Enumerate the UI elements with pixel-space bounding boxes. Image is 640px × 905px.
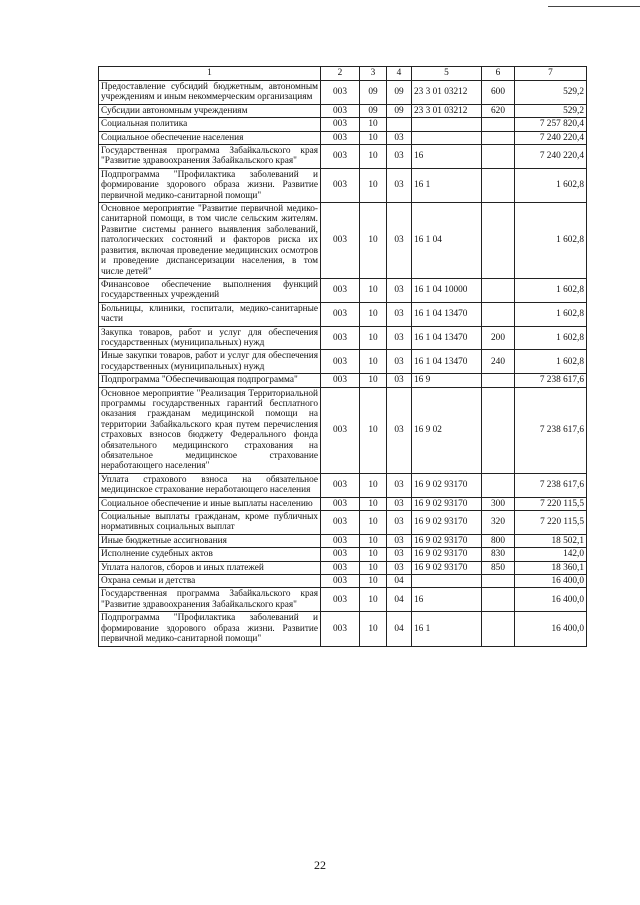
table-row [99, 612, 587, 646]
expense-type-code [482, 145, 515, 169]
row-name: Уплата страхового взноса на обязательное медицинское страхование неработающего населения [99, 473, 321, 497]
table-row [99, 203, 587, 279]
target-article-code: 16 [412, 145, 482, 169]
amount: 1 602,8 [515, 302, 587, 326]
admin-code: 003 [321, 326, 360, 350]
admin-code: 003 [321, 278, 360, 302]
row-name: Охрана семьи и детства [99, 575, 321, 588]
section-code: 10 [360, 278, 387, 302]
target-article-code: 16 9 02 93170 [412, 561, 482, 574]
section-code: 10 [360, 326, 387, 350]
table-row [99, 575, 587, 588]
admin-code: 003 [321, 612, 360, 646]
section-code: 10 [360, 145, 387, 169]
table-row [99, 588, 587, 612]
section-code: 10 [360, 350, 387, 374]
target-article-code: 16 1 [412, 168, 482, 202]
expense-type-code: 600 [482, 81, 515, 105]
admin-code: 003 [321, 118, 360, 131]
amount: 529,2 [515, 81, 587, 105]
amount: 1 602,8 [515, 168, 587, 202]
subsection-code: 03 [387, 497, 412, 510]
amount: 7 238 617,6 [515, 473, 587, 497]
section-code: 10 [360, 473, 387, 497]
table-row [99, 548, 587, 561]
table-row [99, 350, 587, 374]
subsection-code: 03 [387, 168, 412, 202]
amount: 529,2 [515, 104, 587, 117]
section-code: 10 [360, 203, 387, 279]
section-code: 10 [360, 302, 387, 326]
amount: 7 240 220,4 [515, 131, 587, 144]
header-cell-2: 2 [321, 67, 360, 81]
table-row [99, 511, 587, 535]
target-article-code: 16 9 02 93170 [412, 473, 482, 497]
admin-code: 003 [321, 81, 360, 105]
admin-code: 003 [321, 168, 360, 202]
target-article-code: 16 9 02 93170 [412, 497, 482, 510]
table-row [99, 131, 587, 144]
expense-type-code: 830 [482, 548, 515, 561]
subsection-code: 03 [387, 374, 412, 387]
subsection-code [387, 118, 412, 131]
expense-type-code [482, 473, 515, 497]
row-name: Социальное обеспечение населения [99, 131, 321, 144]
row-name: Предоставление субсидий бюджетным, автономным учреждениям и иным некоммерческим организациям [99, 81, 321, 105]
expense-type-code: 620 [482, 104, 515, 117]
amount: 7 220 115,5 [515, 511, 587, 535]
row-name: Уплата налогов, сборов и иных платежей [99, 561, 321, 574]
row-name: Социальная политика [99, 118, 321, 131]
table-row [99, 278, 587, 302]
table-row [99, 387, 587, 473]
subsection-code: 03 [387, 548, 412, 561]
target-article-code: 23 3 01 03212 [412, 81, 482, 105]
table-row [99, 104, 587, 117]
target-article-code: 23 3 01 03212 [412, 104, 482, 117]
subsection-code: 03 [387, 387, 412, 473]
amount: 16 400,0 [515, 588, 587, 612]
admin-code: 003 [321, 548, 360, 561]
row-name: Иные закупки товаров, работ и услуг для обеспечения государственных (муниципальных) нужд [99, 350, 321, 374]
target-article-code: 16 1 04 13470 [412, 350, 482, 374]
header-cell-7: 7 [515, 67, 587, 81]
admin-code: 003 [321, 511, 360, 535]
admin-code: 003 [321, 387, 360, 473]
section-code: 10 [360, 497, 387, 510]
admin-code: 003 [321, 473, 360, 497]
row-name: Социальные выплаты гражданам, кроме публичных нормативных социальных выплат [99, 511, 321, 535]
row-name: Финансовое обеспечение выполнения функций государственных учреждений [99, 278, 321, 302]
admin-code: 003 [321, 350, 360, 374]
table-row [99, 118, 587, 131]
table-row [99, 168, 587, 202]
target-article-code: 16 9 02 93170 [412, 511, 482, 535]
row-name: Субсидии автономным учреждениям [99, 104, 321, 117]
section-code: 10 [360, 548, 387, 561]
table-row [99, 326, 587, 350]
subsection-code: 03 [387, 350, 412, 374]
table-row [99, 81, 587, 105]
section-code: 10 [360, 575, 387, 588]
section-code: 10 [360, 387, 387, 473]
target-article-code: 16 1 04 13470 [412, 302, 482, 326]
target-article-code [412, 131, 482, 144]
table-row [99, 534, 587, 547]
target-article-code: 16 [412, 588, 482, 612]
admin-code: 003 [321, 374, 360, 387]
subsection-code: 03 [387, 511, 412, 535]
top-rule [548, 6, 640, 7]
amount: 1 602,8 [515, 326, 587, 350]
target-article-code: 16 1 04 13470 [412, 326, 482, 350]
row-name: Основное мероприятие "Реализация Территориальной программы государственных гарантий бесплатного оказания гражданам медицинской помощи на территории Забайкальского края путем перечисления страховых взносов бюджету Федерального фонда обязательного медицинского страхования на обязательное медицинское страхование неработающего населения" [99, 387, 321, 473]
target-article-code: 16 9 02 [412, 387, 482, 473]
subsection-code: 03 [387, 302, 412, 326]
target-article-code: 16 9 02 93170 [412, 534, 482, 547]
admin-code: 003 [321, 534, 360, 547]
expense-type-code [482, 203, 515, 279]
amount: 18 502,1 [515, 534, 587, 547]
expense-type-code [482, 168, 515, 202]
section-code: 10 [360, 118, 387, 131]
section-code: 10 [360, 534, 387, 547]
subsection-code: 03 [387, 561, 412, 574]
section-code: 10 [360, 612, 387, 646]
target-article-code: 16 1 [412, 612, 482, 646]
header-row [99, 67, 587, 81]
expense-type-code: 850 [482, 561, 515, 574]
target-article-code: 16 1 04 10000 [412, 278, 482, 302]
page-number: 22 [314, 858, 326, 872]
table-row [99, 473, 587, 497]
expense-type-code: 240 [482, 350, 515, 374]
subsection-code: 03 [387, 278, 412, 302]
row-name: Больницы, клиники, госпитали, медико-санитарные части [99, 302, 321, 326]
row-name: Подпрограмма "Профилактика заболеваний и формирование здорового образа жизни. Развитие первичной медико-санитарной помощи" [99, 612, 321, 646]
header-cell-4: 4 [387, 67, 412, 81]
table-row [99, 145, 587, 169]
subsection-code: 09 [387, 104, 412, 117]
row-name: Подпрограмма "Обеспечивающая подпрограмма" [99, 374, 321, 387]
subsection-code: 03 [387, 534, 412, 547]
table-row [99, 497, 587, 510]
admin-code: 003 [321, 104, 360, 117]
row-name: Закупка товаров, работ и услуг для обеспечения государственных (муниципальных) нужд [99, 326, 321, 350]
amount: 7 238 617,6 [515, 387, 587, 473]
expense-type-code [482, 387, 515, 473]
amount: 1 602,8 [515, 350, 587, 374]
amount: 1 602,8 [515, 278, 587, 302]
target-article-code: 16 9 02 93170 [412, 548, 482, 561]
expense-type-code: 200 [482, 326, 515, 350]
header-cell-6: 6 [482, 67, 515, 81]
target-article-code [412, 118, 482, 131]
admin-code: 003 [321, 145, 360, 169]
amount: 7 240 220,4 [515, 145, 587, 169]
expense-type-code: 320 [482, 511, 515, 535]
amount: 7 257 820,4 [515, 118, 587, 131]
amount: 1 602,8 [515, 203, 587, 279]
expense-type-code: 300 [482, 497, 515, 510]
admin-code: 003 [321, 203, 360, 279]
row-name: Подпрограмма "Профилактика заболеваний и формирование здорового образа жизни. Развитие первичной медико-санитарной помощи" [99, 168, 321, 202]
subsection-code: 04 [387, 588, 412, 612]
admin-code: 003 [321, 302, 360, 326]
admin-code: 003 [321, 497, 360, 510]
subsection-code: 03 [387, 203, 412, 279]
row-name: Исполнение судебных актов [99, 548, 321, 561]
section-code: 10 [360, 131, 387, 144]
expense-type-code [482, 588, 515, 612]
section-code: 10 [360, 168, 387, 202]
section-code: 10 [360, 511, 387, 535]
section-code: 10 [360, 588, 387, 612]
expense-type-code [482, 131, 515, 144]
expense-type-code [482, 118, 515, 131]
amount: 142,0 [515, 548, 587, 561]
header-cell-3: 3 [360, 67, 387, 81]
subsection-code: 04 [387, 575, 412, 588]
amount: 7 220 115,5 [515, 497, 587, 510]
admin-code: 003 [321, 561, 360, 574]
row-name: Иные бюджетные ассигнования [99, 534, 321, 547]
section-code: 10 [360, 561, 387, 574]
expense-type-code [482, 278, 515, 302]
section-code: 10 [360, 374, 387, 387]
table-row [99, 561, 587, 574]
row-name: Основное мероприятие "Развитие первичной медико-санитарной помощи, в том числе сельским жителям. Развитие системы раннего выявления заболеваний, патологических состояний и факторов риска их развития, включая проведение медицинских осмотров и проведение диспансеризации населения, в том числе детей" [99, 203, 321, 279]
amount: 16 400,0 [515, 612, 587, 646]
admin-code: 003 [321, 575, 360, 588]
subsection-code: 04 [387, 612, 412, 646]
amount: 18 360,1 [515, 561, 587, 574]
subsection-code: 09 [387, 81, 412, 105]
section-code: 09 [360, 104, 387, 117]
subsection-code: 03 [387, 473, 412, 497]
expense-type-code [482, 302, 515, 326]
header-cell-5: 5 [412, 67, 482, 81]
table-row [99, 374, 587, 387]
table-row [99, 302, 587, 326]
subsection-code: 03 [387, 145, 412, 169]
target-article-code [412, 575, 482, 588]
subsection-code: 03 [387, 131, 412, 144]
row-name: Государственная программа Забайкальского края "Развитие здравоохранения Забайкальского края" [99, 588, 321, 612]
target-article-code: 16 9 [412, 374, 482, 387]
row-name: Государственная программа Забайкальского края "Развитие здравоохранения Забайкальского края" [99, 145, 321, 169]
admin-code: 003 [321, 131, 360, 144]
budget-table [98, 66, 587, 647]
section-code: 09 [360, 81, 387, 105]
amount: 7 238 617,6 [515, 374, 587, 387]
admin-code: 003 [321, 588, 360, 612]
expense-type-code [482, 374, 515, 387]
row-name: Социальное обеспечение и иные выплаты населению [99, 497, 321, 510]
expense-type-code [482, 612, 515, 646]
expense-type-code: 800 [482, 534, 515, 547]
subsection-code: 03 [387, 326, 412, 350]
expense-type-code [482, 575, 515, 588]
header-cell-1: 1 [99, 67, 321, 81]
amount: 16 400,0 [515, 575, 587, 588]
target-article-code: 16 1 04 [412, 203, 482, 279]
